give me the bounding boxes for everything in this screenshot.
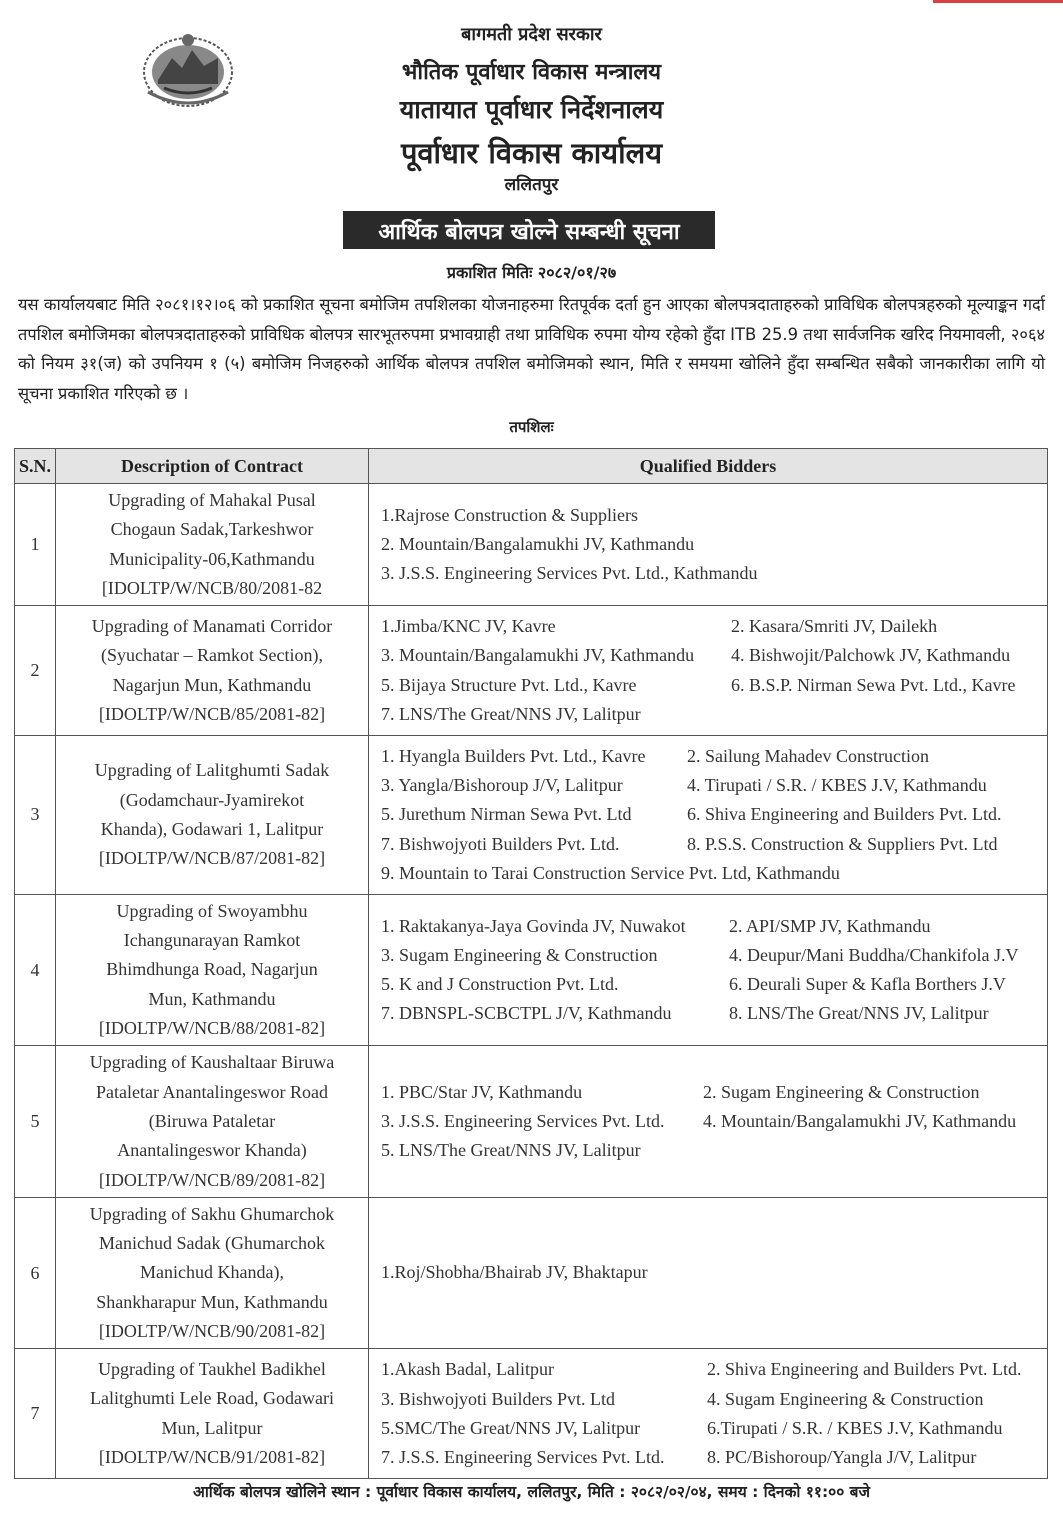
row-sn: 4 [15, 894, 56, 1045]
schedule-label: तपशिलः [509, 418, 554, 436]
bidder-name: 5. Bijaya Structure Pvt. Ltd., Kavre [381, 674, 637, 695]
description-line: Nagarjun Mun, Kathmandu [112, 674, 312, 695]
bidder-line [381, 612, 1047, 641]
office-name: पूर्वाधार विकास कार्यालय [400, 136, 663, 170]
office-location: ललितपुर [504, 175, 559, 195]
row-sn: 1 [15, 484, 56, 606]
bidder-line [381, 912, 1047, 941]
bidder-line [381, 999, 1047, 1028]
bidder-line [381, 1136, 1047, 1165]
bidder-line [381, 742, 1047, 771]
row-sn: 7 [15, 1349, 56, 1479]
bidder-name: 2. Shiva Engineering and Builders Pvt. Ltd. [707, 1359, 1022, 1380]
bidder-name: 4. Bishwojit/Palchowk JV, Kathmandu [731, 645, 1011, 666]
bidder-name: 4. Sugam Engineering & Construction [707, 1388, 984, 1409]
qualified-bidders-cell [369, 894, 1048, 1045]
table-row [15, 894, 1048, 1045]
bidder-line [381, 771, 1047, 800]
bidder-line [381, 1385, 1047, 1414]
bidder-name: 5. Jurethum Nirman Sewa Pvt. Ltd [381, 804, 632, 825]
bidder-name: 8. P.S.S. Construction & Suppliers Pvt. Ltd [687, 833, 998, 854]
description-line: [IDOLTP/W/NCB/89/2081-82] [98, 1169, 326, 1190]
bidder-name: 1. Raktakanya-Jaya Govinda JV, Nuwakot [381, 915, 686, 936]
bidder-line [381, 641, 1047, 670]
bidder-line [381, 830, 1047, 859]
qualified-bidders-cell [369, 735, 1048, 894]
qualified-bidders-cell [369, 1046, 1048, 1197]
bidder-name: 5.SMC/The Great/NNS JV, Lalitpur [381, 1417, 641, 1438]
bidder-name: 1. PBC/Star JV, Kathmandu [381, 1081, 583, 1102]
bidder-line [381, 671, 1047, 700]
contract-description [56, 1046, 369, 1197]
bidder-name: 7. LNS/The Great/NNS JV, Lalitpur [381, 703, 641, 724]
table-row [15, 1197, 1048, 1348]
description-line: [IDOLTP/W/NCB/88/2081-82] [98, 1018, 326, 1039]
description-line: Bhimdhunga Road, Nagarjun [106, 959, 318, 980]
contract-description [56, 606, 369, 736]
description-line: Pataletar Anantalingeswor Road [96, 1081, 328, 1102]
bidder-name: 3. Mountain/Bangalamukhi JV, Kathmandu [381, 645, 695, 666]
table-header-row [15, 449, 1048, 484]
bidder-name: 3. Bishwojyoti Builders Pvt. Ltd [381, 1388, 616, 1409]
bidder-name: 1.Roj/Shobha/Bhairab JV, Bhaktapur [381, 1262, 648, 1283]
row-sn: 6 [15, 1197, 56, 1348]
description-line: [IDOLTP/W/NCB/85/2081-82] [98, 703, 326, 724]
table-row [15, 1349, 1048, 1479]
header-bidders: Qualified Bidders [369, 449, 1048, 484]
description-line: Manichud Khanda), [140, 1262, 284, 1283]
description-line: (Syuchatar – Ramkot Section), [101, 645, 323, 666]
description-line: Ichangunarayan Ramkot [123, 930, 301, 951]
bidder-name: 6. Deurali Super & Kafla Borthers J.V [729, 974, 1006, 995]
bidder-name: 8. PC/Bishoroup/Yangla J/V, Lalitpur [707, 1446, 977, 1467]
table-row [15, 735, 1048, 894]
bidder-line [381, 1443, 1047, 1472]
bidder-name: 3. J.S.S. Engineering Services Pvt. Ltd. [381, 1111, 665, 1131]
province-government-line: बागमती प्रदेश सरकार [461, 24, 602, 45]
opening-venue-footer: आर्थिक बोलपत्र खोलिने स्थान : पूर्वाधार विकास कार्यालय, ललितपुर, मिति : २०८२/०२/०४, समय : दिनको ११:०० बजे [192, 1483, 871, 1501]
description-line: Upgrading of Kaushaltaar Biruwa [89, 1052, 335, 1073]
description-line: (Godamchaur-Jyamirekot [119, 789, 305, 810]
bidder-line [381, 859, 1047, 888]
description-line: Upgrading of Manamati Corridor [91, 615, 333, 636]
bidder-name: 3. J.S.S. Engineering Services Pvt. Ltd., Kathmandu [381, 563, 758, 584]
contract-description [56, 484, 369, 606]
description-line: Manichud Sadak (Ghumarchok [99, 1233, 325, 1254]
header-description: Description of Contract [56, 449, 369, 484]
description-line: Chogaun Sadak,Tarkeshwor [110, 519, 314, 540]
table-row [15, 1046, 1048, 1197]
bidder-line [381, 1107, 1047, 1136]
bidder-line [381, 970, 1047, 999]
description-line: Municipality-06,Kathmandu [109, 548, 315, 569]
qualified-bidders-table [14, 448, 1048, 1479]
bidder-name: 7. Bishwojyoti Builders Pvt. Ltd. [381, 833, 620, 854]
row-sn: 5 [15, 1046, 56, 1197]
bidder-name: 2. Sailung Mahadev Construction [687, 745, 929, 766]
contract-description [56, 1349, 369, 1479]
bidder-name: 5. LNS/The Great/NNS JV, Lalitpur [381, 1140, 641, 1161]
bidder-name: 9. Mountain to Tarai Construction Service Pvt. Ltd, Kathmandu [381, 862, 840, 883]
bidder-name: 5. K and J Construction Pvt. Ltd. [381, 974, 619, 995]
bidder-line [381, 941, 1047, 970]
bidder-name: 2. Sugam Engineering & Construction [703, 1081, 980, 1102]
bidder-name: 8. LNS/The Great/NNS JV, Lalitpur [729, 1003, 989, 1024]
bidder-line [381, 1258, 1047, 1287]
bidder-name: 1. Hyangla Builders Pvt. Ltd., Kavre [381, 745, 646, 766]
contract-description [56, 894, 369, 1045]
description-line: Upgrading of Sakhu Ghumarchok [89, 1203, 335, 1224]
description-line: Shankharapur Mun, Kathmandu [96, 1291, 328, 1312]
bidder-name: 6.Tirupati / S.R. / KBES J.V, Kathmandu [707, 1417, 1003, 1438]
bidder-name: 3. Yangla/Bishoroup J/V, Lalitpur [381, 775, 623, 796]
header-sn: S.N. [15, 449, 56, 484]
contract-description [56, 1197, 369, 1348]
description-line: (Biruwa Pataletar [148, 1110, 276, 1131]
description-line: Mun, Lalitpur [161, 1417, 263, 1438]
contract-description [56, 735, 369, 894]
bidder-name: 2. API/SMP JV, Kathmandu [729, 915, 931, 936]
qualified-bidders-cell [369, 1349, 1048, 1479]
notice-title: आर्थिक बोलपत्र खोल्ने सम्बन्धी सूचना [343, 211, 715, 249]
description-line: [IDOLTP/W/NCB/80/2081-82 [101, 577, 323, 598]
published-date: प्रकाशित मितिः २०८२/०१/२७ [446, 263, 617, 282]
bidder-name: 7. DBNSPL-SCBCTPL J/V, Kathmandu [381, 1003, 672, 1024]
bidder-name: 4. Deupur/Mani Buddha/Chankifola J.V [729, 944, 1019, 965]
bidder-line [381, 700, 1047, 729]
directorate-line: यातायात पूर्वाधार निर्देशनालय [399, 95, 664, 124]
bidder-line [381, 1078, 1047, 1107]
description-line: Lalitghumti Lele Road, Godawari [90, 1388, 334, 1409]
description-line: Anantalingeswor Khanda) [117, 1140, 307, 1161]
description-line: [IDOLTP/W/NCB/87/2081-82] [98, 848, 326, 869]
bidder-line [381, 530, 1047, 559]
ministry-line: भौतिक पूर्वाधार विकास मन्त्रालय [401, 59, 662, 85]
bidder-line [381, 1355, 1047, 1384]
row-sn: 3 [15, 735, 56, 894]
bidder-name: 1.Rajrose Construction & Suppliers [381, 504, 638, 525]
table-row [15, 606, 1048, 736]
notice-body: यस कार्यालयबाट मिति २०८१।१२।०६ को प्रकाशित सूचना बमोजिम तपशिलका योजनाहरुमा रितपूर्वक दर्ता हुन आएका बोलपत्रदाताहरुको प्राविधिक बोलपत्रहरुको मूल्याङ्कन गर्दा तपशिल बमोजिमका बोलपत्रदाताहरुको प्राविधिक बोलपत्र सारभूतरुपमा प्रभावग्राही तथा प्राविधिक रुपमा योग्य रहेको हुँदा ITB 25.9 तथा सार्वजनिक खरिद नियमावली, २०६४ को नियम ३१(ज) को उपनियम १ (५) बमोजिम निजहरुको आर्थिक बोलपत्र तपशिल बमोजिमको स्थान, मिति र समयमा खोलिने हुँदा सम्बन्धित सबैको जानकारीका लागि यो सूचना प्रकाशित गरिएको छ । [18, 295, 1045, 403]
bidder-line [381, 501, 1047, 530]
qualified-bidders-cell [369, 484, 1048, 606]
bidder-name: 4. Tirupati / S.R. / KBES J.V, Kathmandu [687, 775, 987, 796]
description-line: [IDOLTP/W/NCB/90/2081-82] [98, 1321, 326, 1342]
description-line: Mun, Kathmandu [148, 988, 276, 1009]
bidder-name: 6. B.S.P. Nirman Sewa Pvt. Ltd., Kavre [731, 674, 1016, 695]
description-line: [IDOLTP/W/NCB/91/2081-82] [98, 1447, 326, 1467]
qualified-bidders-cell [369, 1197, 1048, 1348]
bidder-name: 3. Sugam Engineering & Construction [381, 944, 658, 965]
bidder-name: 6. Shiva Engineering and Builders Pvt. Ltd. [687, 804, 1002, 825]
bidder-name: 1.Jimba/KNC JV, Kavre [381, 616, 556, 637]
row-sn: 2 [15, 606, 56, 736]
description-line: Upgrading of Lalitghumti Sadak [94, 760, 330, 781]
description-line: Khanda), Godawari 1, Lalitpur [100, 818, 324, 839]
table-row [15, 484, 1048, 606]
bidder-name: 4. Mountain/Bangalamukhi JV, Kathmandu [703, 1111, 1017, 1131]
qualified-bidders-cell [369, 606, 1048, 736]
bidder-name: 2. Kasara/Smriti JV, Dailekh [731, 616, 938, 637]
bidder-line [381, 559, 1047, 588]
bidder-line [381, 800, 1047, 829]
bidder-name: 1.Akash Badal, Lalitpur [381, 1359, 554, 1380]
description-line: Upgrading of Mahakal Pusal [108, 490, 316, 510]
top-accent-bar [933, 0, 1063, 3]
bidder-name: 2. Mountain/Bangalamukhi JV, Kathmandu [381, 534, 695, 554]
bidder-line [381, 1414, 1047, 1443]
description-line: Upgrading of Swoyambhu [116, 900, 308, 921]
description-line: Upgrading of Taukhel Badikhel [98, 1359, 326, 1380]
bidder-name: 7. J.S.S. Engineering Services Pvt. Ltd. [381, 1446, 665, 1467]
